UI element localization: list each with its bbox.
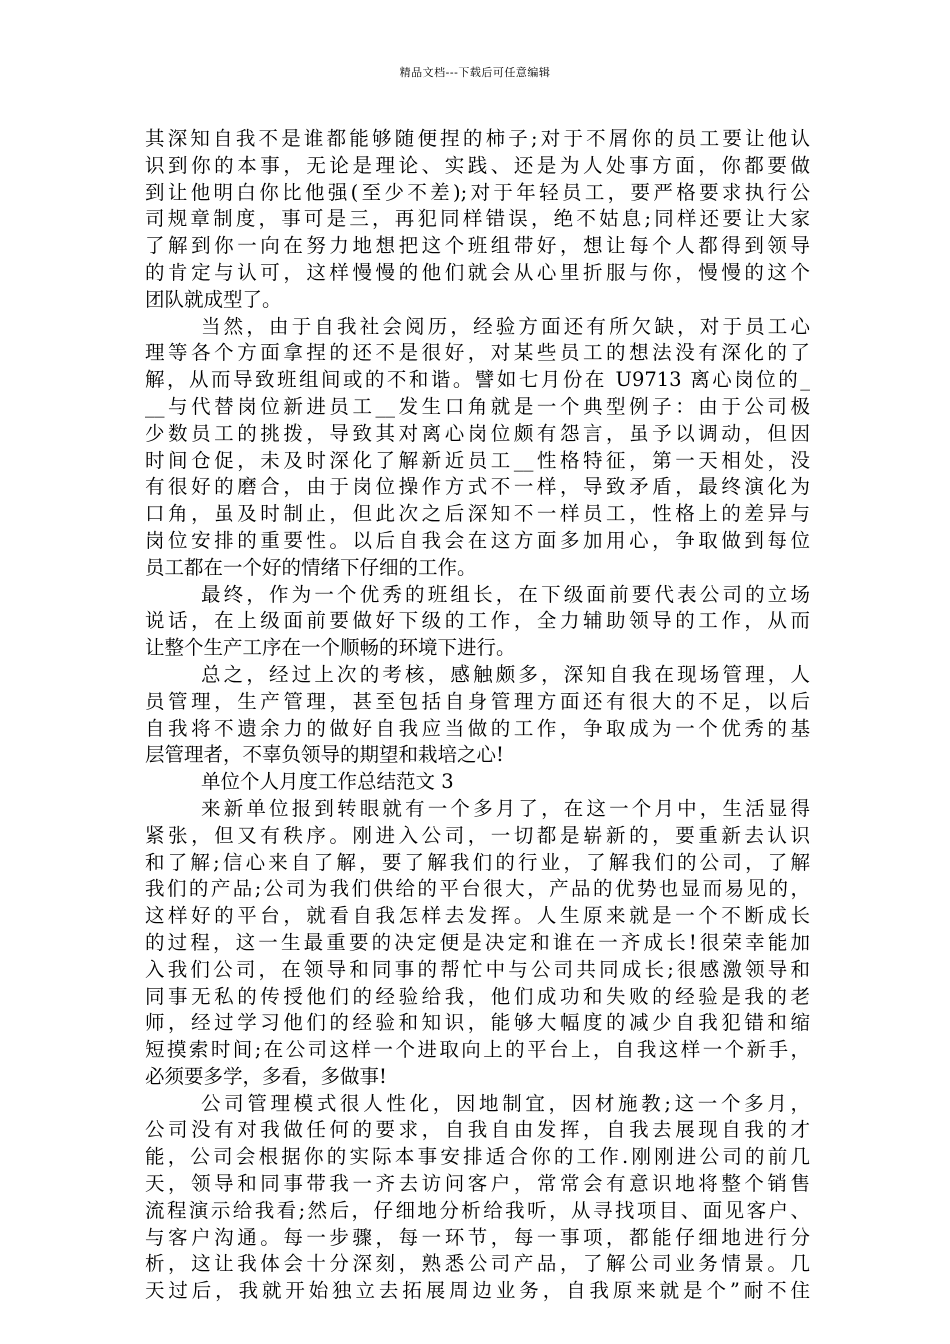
text-line: 说话，在上级面前要做好下级的工作，全力辅助领导的工作，从而	[145, 609, 810, 633]
text-line: 单位个人月度工作总结范文 3	[201, 770, 454, 794]
text-line: 析，这让我体会十分深刻，熟悉公司产品，了解公司业务情景。几	[145, 1252, 810, 1276]
text-line: __与代替岗位新进员工__发生口角就是一个典型例子：由于公司极	[145, 394, 810, 418]
text-line: 时间仓促，未及时深化了解新近员工__性格特征，第一天相处，没	[145, 448, 810, 472]
text-line: 员管理，生产管理，甚至包括自身管理方面还有很大的不足，以后	[145, 689, 810, 713]
text-line: 有很好的磨合，由于岗位操作方式不一样，导致矛盾，最终演化为	[145, 475, 810, 499]
text-line: 让整个生产工序在一个顺畅的环境下进行。	[145, 636, 516, 660]
text-line: 与客户沟通。每一步骤，每一环节，每一事项，都能仔细地进行分	[145, 1225, 810, 1249]
text-line: 的过程，这一生最重要的决定便是决定和谁在一齐成长!很荣幸能加	[145, 930, 810, 954]
text-line: 总之，经过上次的考核，感触颇多，深知自我在现场管理，人	[201, 662, 810, 686]
text-line: 司规章制度，事可是三，再犯同样错误，绝不姑息;同样还要让大家	[145, 207, 810, 231]
text-line: 理等各个方面拿捏的还不是很好，对某些员工的想法没有深化的了	[145, 341, 810, 365]
text-line: 天，领导和同事带我一齐去访问客户，常常会有意识地将整个销售	[145, 1172, 810, 1196]
text-line: 团队就成型了。	[145, 287, 282, 311]
text-line: 当然，由于自我社会阅历，经验方面还有所欠缺，对于员工心	[201, 314, 810, 338]
text-line: 必须要多学，多看，多做事!	[145, 1064, 387, 1088]
page-header: 精品文档---下载后可任意编辑	[399, 66, 551, 79]
text-line: 紧张，但又有秩序。刚进入公司，一切都是崭新的，要重新去认识	[145, 823, 810, 847]
text-line: 其深知自我不是谁都能够随便捏的柿子;对于不屑你的员工要让他认	[145, 127, 810, 150]
text-line: 这样好的平台，就看自我怎样去发挥。人生原来就是一个不断成长	[145, 904, 810, 928]
text-line: 识到你的本事，无论是理论、实践、还是为人处事方面，你都要做	[145, 153, 810, 177]
text-line: 流程演示给我看;然后，仔细地分析给我听，从寻找项目、面见客户、	[145, 1198, 810, 1222]
text-line: 了解到你一向在努力地想把这个班组带好，想让每个人都得到领导	[145, 234, 810, 258]
text-line: 天过后，我就开始独立去拓展周边业务，自我原来就是个”耐不住	[145, 1279, 810, 1303]
text-line: 口角，虽及时制止，但此次之后深知不一样员工，性格上的差异与	[145, 502, 810, 526]
text-line: 入我们公司，在领导和同事的帮忙中与公司共同成长;很感激领导和	[145, 957, 810, 981]
text-line: 员工都在一个好的情绪下仔细的工作。	[145, 555, 477, 579]
text-line: 和了解;信心来自了解，要了解我们的行业，了解我们的公司，了解	[145, 850, 810, 874]
text-line: 少数员工的挑拨，导致其对离心岗位颇有怨言，虽予以调动，但因	[145, 421, 810, 445]
text-line: 来新单位报到转眼就有一个多月了，在这一个月中，生活显得	[201, 796, 810, 820]
text-line: 我们的产品;公司为我们供给的平台很大，产品的优势也显而易见的，	[145, 877, 810, 901]
text-line: 公司没有对我做任何的要求，自我自由发挥，自我去展现自我的才	[145, 1118, 810, 1142]
text-line: 能，公司会根据你的实际本事安排适合你的工作.刚刚进公司的前几	[145, 1145, 810, 1169]
document-body	[145, 126, 810, 1305]
text-line: 解，从而导致班组间或的不和谐。譬如七月份在 U9713 离心岗位的_	[145, 368, 810, 392]
text-line: 短摸索时间;在公司这样一个进取向上的平台上，自我这样一个新手，	[145, 1038, 810, 1062]
text-line: 自我将不遗余力的做好自我应当做的工作，争取成为一个优秀的基	[145, 716, 810, 740]
text-line: 最终，作为一个优秀的班组长，在下级面前要代表公司的立场	[201, 582, 810, 606]
text-line: 同事无私的传授他们的经验给我，他们成功和失败的经验是我的老	[145, 984, 810, 1008]
text-line: 岗位安排的重要性。以后自我会在这方面多加用心，争取做到每位	[145, 528, 810, 552]
text-line: 层管理者，不辜负领导的期望和栽培之心!	[145, 743, 504, 767]
text-line: 到让他明白你比他强(至少不差);对于年轻员工，要严格要求执行公	[145, 180, 810, 204]
text-line: 的肯定与认可，这样慢慢的他们就会从心里折服与你，慢慢的这个	[145, 260, 810, 284]
text-line: 公司管理模式很人性化，因地制宜，因材施教;这一个多月，	[201, 1091, 810, 1115]
text-line: 师，经过学习他们的经验和知识，能够大幅度的减少自我犯错和缩	[145, 1011, 810, 1035]
